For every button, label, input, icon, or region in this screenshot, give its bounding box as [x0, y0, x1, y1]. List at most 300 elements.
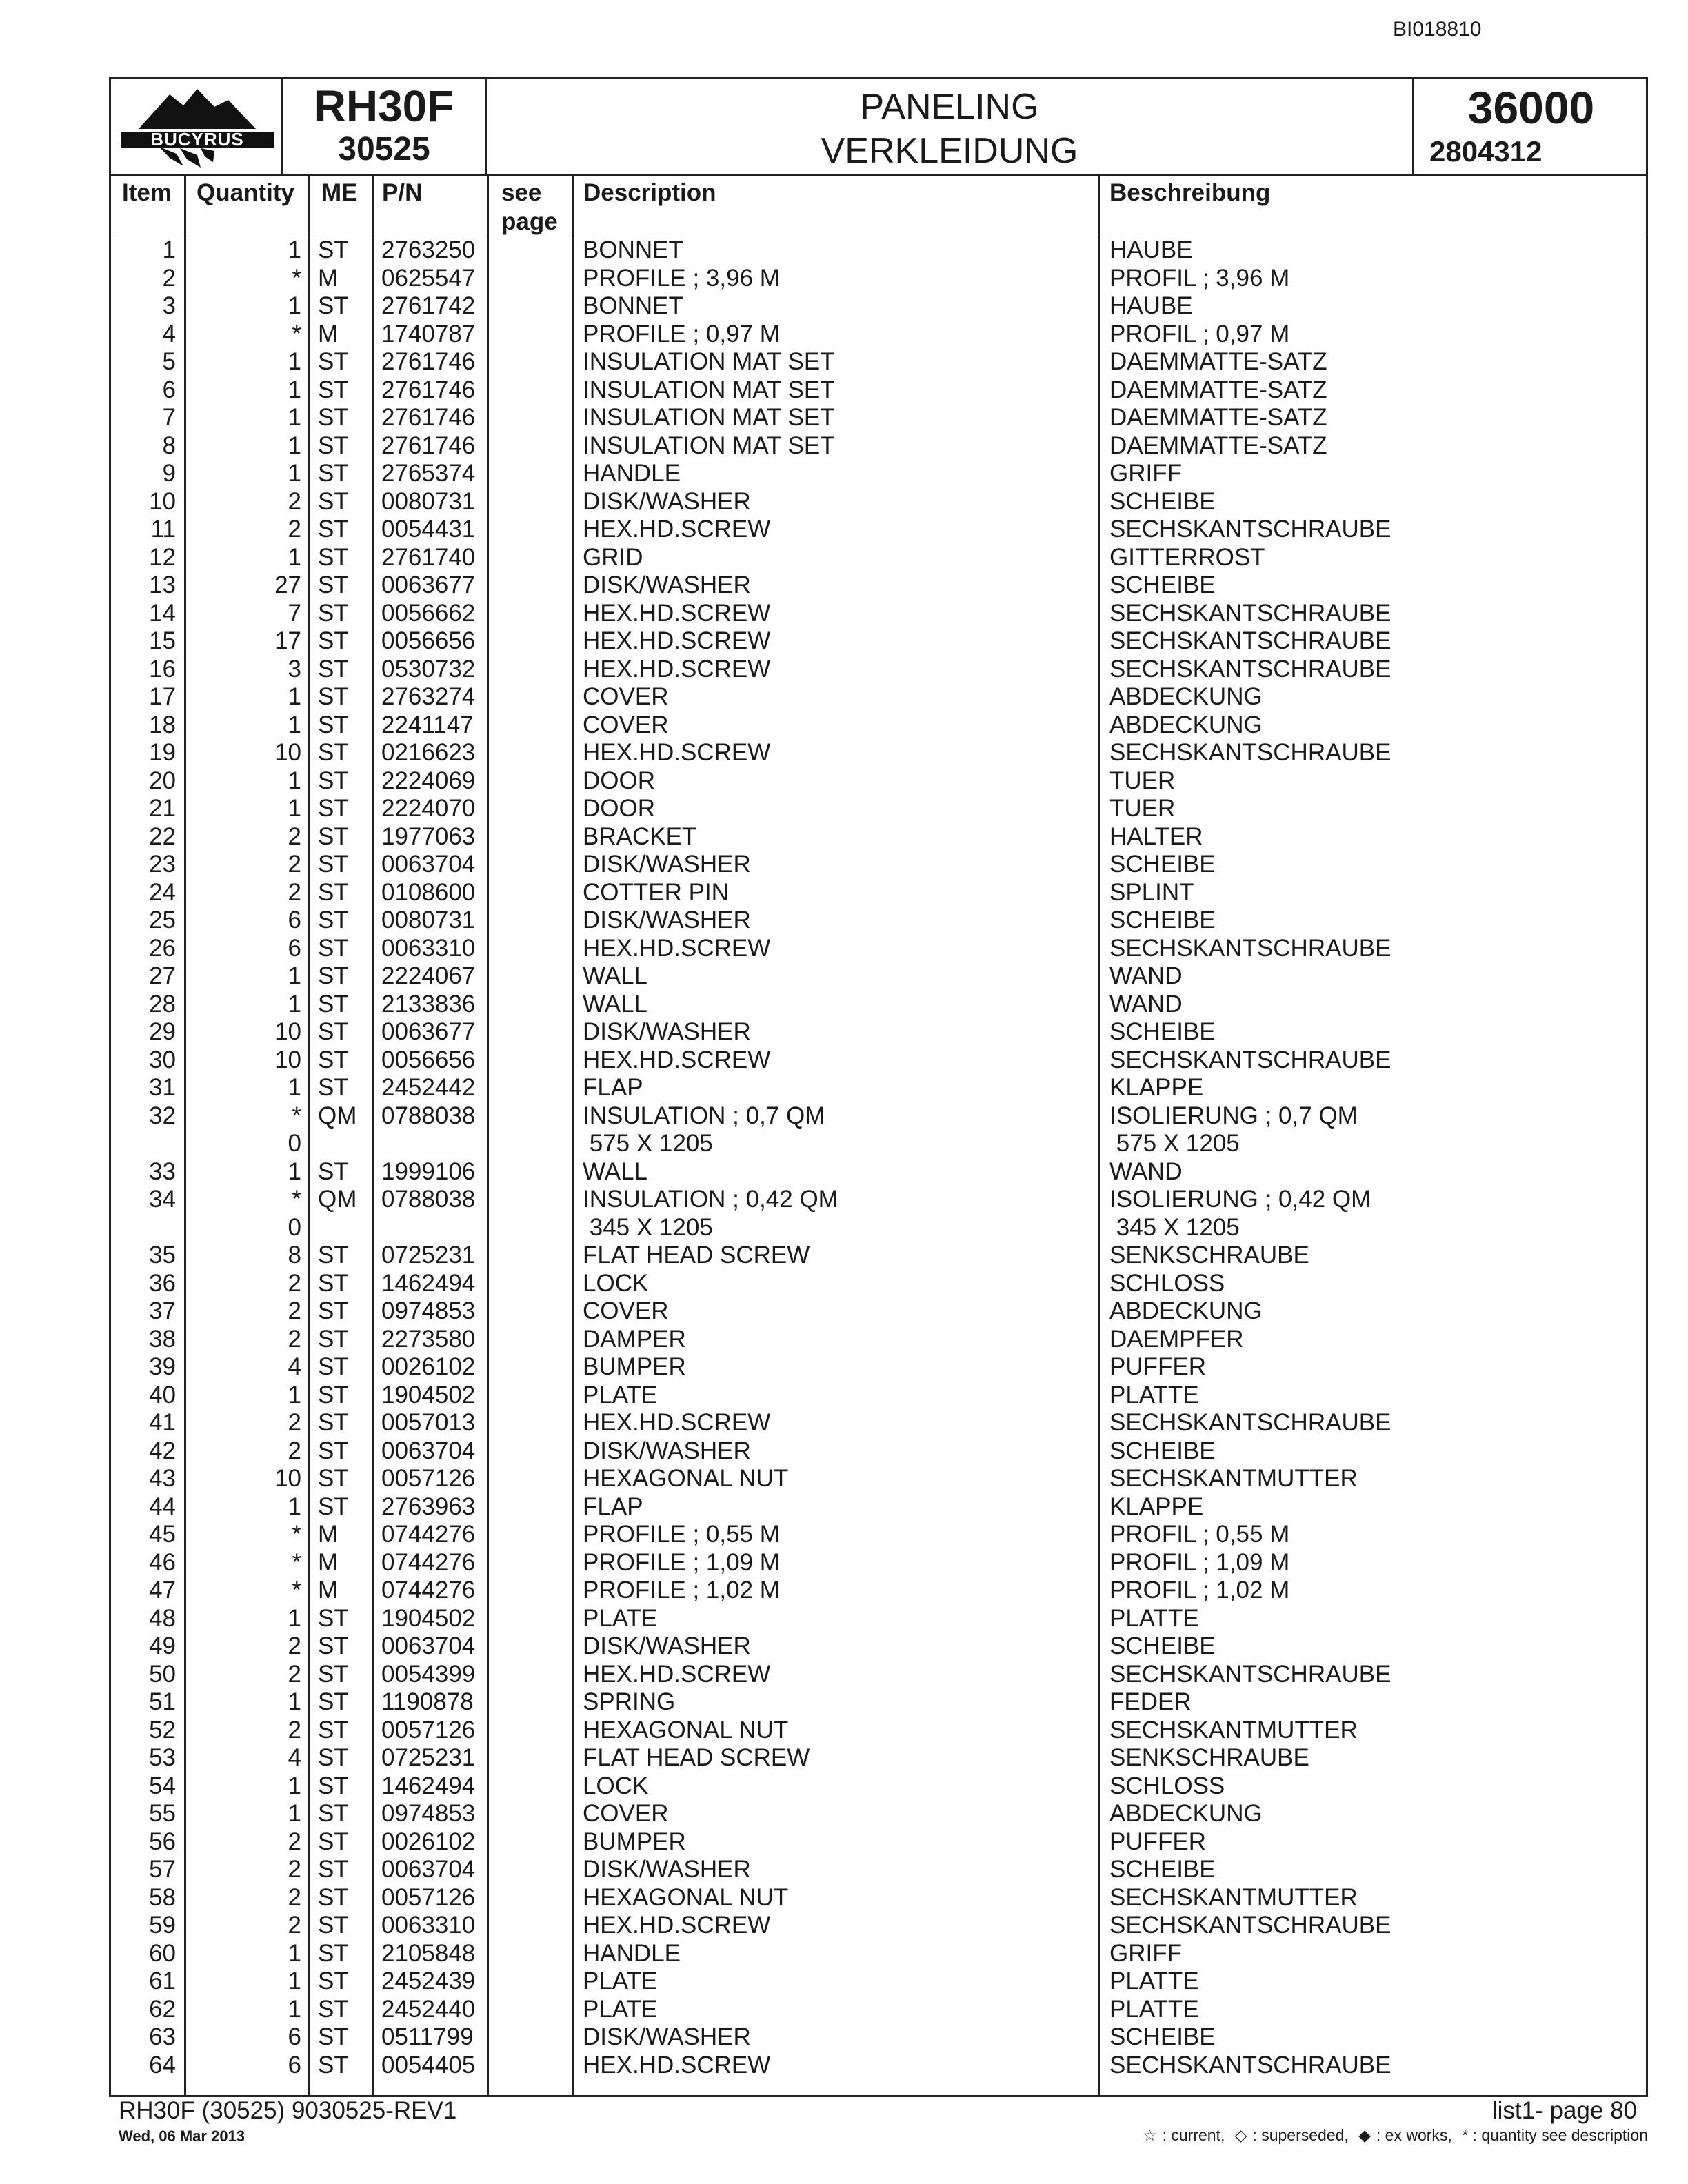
description: WALL	[583, 990, 648, 1018]
star-icon: ☆	[1142, 2126, 1157, 2144]
table-row	[111, 265, 1646, 293]
unit: ST	[318, 1157, 349, 1185]
part-number: 0054399	[381, 1660, 476, 1688]
part-number: 0057126	[381, 1716, 476, 1743]
quantity: 10	[274, 1465, 301, 1492]
part-number: 1190878	[381, 1688, 474, 1715]
quantity: 8	[288, 1242, 301, 1268]
unit: ST	[318, 934, 349, 962]
description-german: SECHSKANTSCHRAUBE	[1109, 599, 1391, 627]
quantity: 2	[288, 1828, 301, 1855]
table-row	[111, 935, 1646, 963]
description: INSULATION MAT SET	[583, 404, 835, 431]
description: BONNET	[583, 292, 683, 319]
item-number: 14	[149, 599, 176, 627]
table-row	[111, 1605, 1646, 1633]
quantity: 2	[288, 1409, 301, 1436]
part-number: 0063677	[381, 572, 476, 598]
quantity: 1	[288, 990, 301, 1018]
table-row	[111, 851, 1646, 879]
quantity: 6	[288, 907, 301, 933]
item-number: 63	[149, 2023, 176, 2050]
unit: ST	[318, 907, 349, 933]
description: HEX.HD.SCREW	[583, 655, 771, 682]
description-german: PROFIL ; 0,97 M	[1109, 320, 1290, 347]
description: PROFILE ; 1,02 M	[583, 1577, 780, 1604]
table-row	[111, 1437, 1646, 1466]
table-row	[111, 795, 1646, 823]
quantity: 1	[288, 1939, 301, 1967]
part-number: 2452440	[381, 1995, 476, 2023]
description-german: SCHEIBE	[1109, 851, 1216, 878]
part-number: 0063310	[381, 934, 476, 962]
item-number: 15	[149, 627, 176, 654]
item-number: 12	[149, 543, 176, 571]
table-row	[111, 627, 1646, 656]
description-german: GRIFF	[1109, 460, 1182, 487]
part-number: 0057126	[381, 1465, 476, 1492]
description: COTTER PIN	[583, 878, 729, 906]
item-number: 19	[149, 739, 176, 766]
description-german: KLAPPE	[1109, 1074, 1204, 1101]
quantity: 27	[274, 572, 301, 598]
description: HEX.HD.SCREW	[583, 1660, 771, 1688]
part-number: 0974853	[381, 1800, 476, 1827]
unit: ST	[318, 878, 349, 906]
part-number: 2761746	[381, 376, 476, 403]
description-german: HALTER	[1109, 822, 1203, 850]
table-row	[111, 1632, 1646, 1661]
title-english: PANELING	[860, 87, 1039, 127]
unit: ST	[318, 376, 349, 403]
part-number: 2761746	[381, 432, 476, 459]
table-row	[111, 1074, 1646, 1102]
description-german: PLATTE	[1109, 1995, 1199, 2023]
unit: ST	[318, 236, 349, 263]
part-number: 2761742	[381, 292, 476, 319]
unit: M	[318, 1521, 339, 1548]
unit: ST	[318, 1744, 349, 1771]
column-header-pn: P/N	[382, 179, 423, 206]
column-header-me: ME	[321, 179, 358, 206]
description: DISK/WASHER	[583, 851, 751, 878]
column-header-item: Item	[122, 179, 172, 206]
table-row	[111, 907, 1646, 935]
unit: ST	[318, 1856, 349, 1883]
quantity: 0	[288, 1213, 301, 1241]
unit: ST	[318, 1912, 349, 1939]
quantity: 1	[288, 460, 301, 487]
unit: ST	[318, 1828, 349, 1855]
table-row	[111, 683, 1646, 711]
description-german: SCHLOSS	[1109, 1269, 1225, 1297]
unit: ST	[318, 711, 349, 738]
part-number: 1904502	[381, 1604, 476, 1632]
item-number: 22	[149, 822, 176, 850]
table-row	[111, 1382, 1646, 1410]
quantity: 2	[288, 1437, 301, 1464]
quantity: 6	[288, 2023, 301, 2050]
table-row	[111, 1549, 1646, 1577]
quantity: 1	[288, 711, 301, 738]
description-german: SCHEIBE	[1109, 2023, 1216, 2050]
description: WALL	[583, 962, 648, 989]
description: COVER	[583, 1800, 669, 1827]
model-cell	[283, 79, 487, 174]
unit: ST	[318, 1800, 349, 1827]
footer-date: Wed, 06 Mar 2013	[119, 2127, 245, 2145]
description-german: TUER	[1109, 767, 1176, 794]
quantity: 1	[288, 432, 301, 459]
unit: ST	[318, 1939, 349, 1967]
quantity: 2	[288, 851, 301, 878]
quantity: *	[292, 1521, 301, 1548]
part-number: 1999106	[381, 1157, 476, 1185]
part-number: 0216623	[381, 739, 476, 766]
part-number: 2761746	[381, 348, 476, 375]
unit: ST	[318, 2023, 349, 2050]
description: HEX.HD.SCREW	[583, 516, 771, 543]
part-number: 0026102	[381, 1828, 476, 1855]
quantity: 1	[288, 1074, 301, 1101]
quantity: 0	[288, 1130, 301, 1157]
quantity: 1	[288, 767, 301, 794]
description: SPRING	[583, 1688, 676, 1715]
item-number: 44	[149, 1493, 176, 1520]
unit: ST	[318, 1465, 349, 1492]
item-number: 21	[149, 795, 176, 822]
part-number: 0063704	[381, 1632, 476, 1659]
unit: ST	[318, 1242, 349, 1268]
quantity: *	[292, 1186, 301, 1213]
description: HEXAGONAL NUT	[583, 1465, 789, 1492]
table-row	[111, 404, 1646, 432]
item-number: 13	[149, 572, 176, 598]
legend-current: : current,	[1162, 2126, 1225, 2144]
description-german: SECHSKANTSCHRAUBE	[1109, 1660, 1391, 1688]
description-german: GRIFF	[1109, 1939, 1182, 1967]
item-number: 10	[149, 487, 176, 515]
description: HEX.HD.SCREW	[583, 739, 771, 766]
description: DISK/WASHER	[583, 1632, 751, 1659]
footer-reference: RH30F (30525) 9030525-REV1	[119, 2097, 457, 2124]
table-row	[111, 1521, 1646, 1549]
table-row	[111, 516, 1646, 544]
table-row	[111, 376, 1646, 405]
item-number: 2	[162, 264, 176, 292]
description: DISK/WASHER	[583, 572, 751, 598]
part-number: 0054431	[381, 516, 476, 543]
table-row	[111, 460, 1646, 488]
description-german: ABDECKUNG	[1109, 1297, 1263, 1324]
description-german: SPLINT	[1109, 878, 1194, 906]
column-header-beschreibung: Beschreibung	[1109, 179, 1271, 206]
quantity: 2	[288, 822, 301, 850]
item-number: 49	[149, 1632, 176, 1659]
table-row	[111, 1940, 1646, 1968]
item-number: 46	[149, 1548, 176, 1576]
part-number: 0080731	[381, 907, 476, 933]
header-block	[111, 79, 1646, 176]
unit: QM	[318, 1186, 357, 1213]
item-number: 16	[149, 655, 176, 682]
part-number: 0744276	[381, 1548, 476, 1576]
description-german: FEDER	[1109, 1688, 1192, 1715]
unit: ST	[318, 1883, 349, 1911]
quantity: 1	[288, 1688, 301, 1715]
item-number: 61	[149, 1968, 176, 1994]
legend-superseded: : superseded,	[1252, 2126, 1349, 2144]
quantity: 1	[288, 1381, 301, 1408]
quantity: 4	[288, 1353, 301, 1380]
table-row	[111, 1046, 1646, 1075]
table-row	[111, 1968, 1646, 1996]
item-number: 42	[149, 1437, 176, 1464]
item-number: 51	[149, 1688, 176, 1715]
item-number: 53	[149, 1744, 176, 1771]
table-row	[111, 1828, 1646, 1857]
table-row	[111, 572, 1646, 600]
part-number: 0788038	[381, 1186, 476, 1213]
part-number: 2761740	[381, 543, 476, 571]
legend-quantity-note: * : quantity see description	[1462, 2126, 1648, 2144]
description: FLAP	[583, 1493, 643, 1520]
item-number: 32	[149, 1102, 176, 1129]
table-row	[111, 1856, 1646, 1884]
quantity: 1	[288, 1800, 301, 1827]
description: DISK/WASHER	[583, 1437, 751, 1464]
unit: ST	[318, 1968, 349, 1994]
description-german: DAEMMATTE-SATZ	[1109, 348, 1327, 375]
description-german: ABDECKUNG	[1109, 1800, 1263, 1827]
item-number: 47	[149, 1577, 176, 1604]
table-row	[111, 1465, 1646, 1493]
quantity: *	[292, 1102, 301, 1129]
description-german: PROFIL ; 0,55 M	[1109, 1521, 1290, 1548]
description: HEXAGONAL NUT	[583, 1716, 789, 1743]
description: DISK/WASHER	[583, 2023, 751, 2050]
quantity: 10	[274, 1046, 301, 1073]
description-german: DAEMMATTE-SATZ	[1109, 404, 1327, 431]
description: HANDLE	[583, 460, 681, 487]
description-german: SCHEIBE	[1109, 1437, 1216, 1464]
document-id: BI018810	[1393, 18, 1482, 41]
table-row	[111, 1717, 1646, 1745]
part-number: 2765374	[381, 460, 476, 487]
serial-number: 30525	[338, 131, 430, 168]
item-number: 9	[162, 460, 176, 487]
table-row	[111, 1297, 1646, 1326]
unit: ST	[318, 1688, 349, 1715]
description-german: DAEMPFER	[1109, 1325, 1244, 1353]
description: HEX.HD.SCREW	[583, 627, 771, 654]
quantity: 1	[288, 236, 301, 263]
part-number: 0080731	[381, 487, 476, 515]
unit: M	[318, 264, 339, 292]
quantity: *	[292, 264, 301, 292]
table-row	[111, 1577, 1646, 1605]
description-german: HAUBE	[1109, 236, 1193, 263]
description-german: 345 X 1205	[1109, 1213, 1240, 1241]
description-german: HAUBE	[1109, 292, 1193, 319]
table-row	[111, 292, 1646, 321]
item-number: 20	[149, 767, 176, 794]
item-number: 6	[162, 376, 176, 403]
table-row	[111, 432, 1646, 461]
unit: ST	[318, 1716, 349, 1743]
item-number: 25	[149, 907, 176, 933]
part-number: 0744276	[381, 1521, 476, 1548]
table-row	[111, 1912, 1646, 1940]
item-number: 48	[149, 1604, 176, 1632]
part-number: 1977063	[381, 822, 476, 850]
part-number: 1462494	[381, 1772, 476, 1799]
description: DAMPER	[583, 1325, 686, 1353]
item-number: 18	[149, 711, 176, 738]
quantity: *	[292, 1577, 301, 1604]
part-number: 2763274	[381, 683, 476, 710]
part-number: 0108600	[381, 878, 476, 906]
description-german: SECHSKANTSCHRAUBE	[1109, 1409, 1391, 1436]
description-german: SECHSKANTSCHRAUBE	[1109, 1912, 1391, 1939]
table-row	[111, 1409, 1646, 1437]
item-number: 34	[149, 1186, 176, 1213]
description-german: DAEMMATTE-SATZ	[1109, 432, 1327, 459]
group-number-cell	[1414, 79, 1648, 174]
description: HEXAGONAL NUT	[583, 1883, 789, 1911]
description-german: PROFIL ; 1,02 M	[1109, 1577, 1290, 1604]
part-number: 2763963	[381, 1493, 476, 1520]
part-number: 2241147	[381, 711, 474, 738]
description: HANDLE	[583, 1939, 681, 1967]
description: INSULATION ; 0,7 QM	[583, 1102, 825, 1129]
brand-logo	[111, 79, 283, 174]
quantity: 10	[274, 739, 301, 766]
table-row	[111, 1884, 1646, 1912]
quantity: 7	[288, 599, 301, 627]
description-german: SECHSKANTSCHRAUBE	[1109, 1046, 1391, 1073]
description-german: SENKSCHRAUBE	[1109, 1744, 1309, 1771]
item-number: 26	[149, 934, 176, 962]
item-number: 59	[149, 1912, 176, 1939]
quantity: 6	[288, 934, 301, 962]
table-row	[111, 656, 1646, 684]
quantity: 1	[288, 404, 301, 431]
item-number: 64	[149, 2051, 176, 2079]
item-number: 27	[149, 962, 176, 989]
part-number: 0744276	[381, 1577, 476, 1604]
description: HEX.HD.SCREW	[583, 1046, 771, 1073]
description: PLATE	[583, 1968, 658, 1994]
part-number: 1904502	[381, 1381, 476, 1408]
unit: ST	[318, 1381, 349, 1408]
item-number: 33	[149, 1157, 176, 1185]
footer-page: list1- page 80	[1491, 2097, 1637, 2124]
quantity: 4	[288, 1744, 301, 1771]
table-row	[111, 1688, 1646, 1717]
unit: ST	[318, 2051, 349, 2079]
description: LOCK	[583, 1772, 649, 1799]
quantity: 2	[288, 1660, 301, 1688]
part-number: 2273580	[381, 1325, 476, 1353]
parts-table-body	[111, 236, 1646, 2079]
part-number: 0057013	[381, 1409, 476, 1436]
description-german: SECHSKANTSCHRAUBE	[1109, 934, 1391, 962]
quantity: *	[292, 1548, 301, 1576]
table-row	[111, 823, 1646, 851]
unit: ST	[318, 516, 349, 543]
quantity: 10	[274, 1018, 301, 1045]
description: INSULATION MAT SET	[583, 432, 835, 459]
quantity: 17	[274, 627, 301, 654]
column-header-see-page: see page	[501, 179, 558, 235]
model-name: RH30F	[314, 81, 454, 131]
quantity: 1	[288, 292, 301, 319]
unit: ST	[318, 1772, 349, 1799]
description-german: SECHSKANTMUTTER	[1109, 1883, 1358, 1911]
description-german: PROFIL ; 3,96 M	[1109, 264, 1290, 292]
unit: ST	[318, 990, 349, 1018]
table-row	[111, 1158, 1646, 1186]
table-row	[111, 1270, 1646, 1298]
part-number: 1740787	[381, 320, 476, 347]
description-german: WAND	[1109, 962, 1183, 989]
title-german: VERKLEIDUNG	[821, 131, 1078, 171]
quantity: 2	[288, 487, 301, 515]
description-german: ISOLIERUNG ; 0,42 QM	[1109, 1186, 1372, 1213]
item-number: 62	[149, 1995, 176, 2023]
item-number: 39	[149, 1353, 176, 1380]
description-german: SCHEIBE	[1109, 1018, 1216, 1045]
unit: M	[318, 320, 339, 347]
table-row	[111, 1130, 1646, 1158]
quantity: *	[292, 320, 301, 347]
column-header-description: Description	[583, 179, 716, 206]
quantity: 3	[288, 655, 301, 682]
description: HEX.HD.SCREW	[583, 1409, 771, 1436]
unit: ST	[318, 1269, 349, 1297]
item-number: 35	[149, 1242, 176, 1268]
table-row	[111, 962, 1646, 991]
unit: M	[318, 1577, 339, 1604]
part-number: 0056656	[381, 1046, 476, 1073]
quantity: 1	[288, 1968, 301, 1994]
part-number: 0056656	[381, 627, 476, 654]
unit: ST	[318, 404, 349, 431]
description: PROFILE ; 0,97 M	[583, 320, 780, 347]
unit: ST	[318, 348, 349, 375]
part-number: 0974853	[381, 1297, 476, 1324]
quantity: 6	[288, 2051, 301, 2079]
unit: ST	[318, 822, 349, 850]
description: LOCK	[583, 1269, 649, 1297]
unit: ST	[318, 1297, 349, 1324]
description: DOOR	[583, 767, 655, 794]
description-german: SCHEIBE	[1109, 1632, 1216, 1659]
part-number: 0026102	[381, 1353, 476, 1380]
unit: ST	[318, 599, 349, 627]
description: BUMPER	[583, 1353, 686, 1380]
table-row	[111, 1800, 1646, 1828]
part-number: 2763250	[381, 236, 476, 263]
part-number: 0725231	[381, 1242, 476, 1268]
description: HEX.HD.SCREW	[583, 2051, 771, 2079]
part-number: 2224067	[381, 962, 476, 989]
description-german: SCHLOSS	[1109, 1772, 1225, 1799]
part-number: 2224070	[381, 795, 476, 822]
part-number: 2452442	[381, 1074, 476, 1101]
part-number: 2761746	[381, 404, 476, 431]
